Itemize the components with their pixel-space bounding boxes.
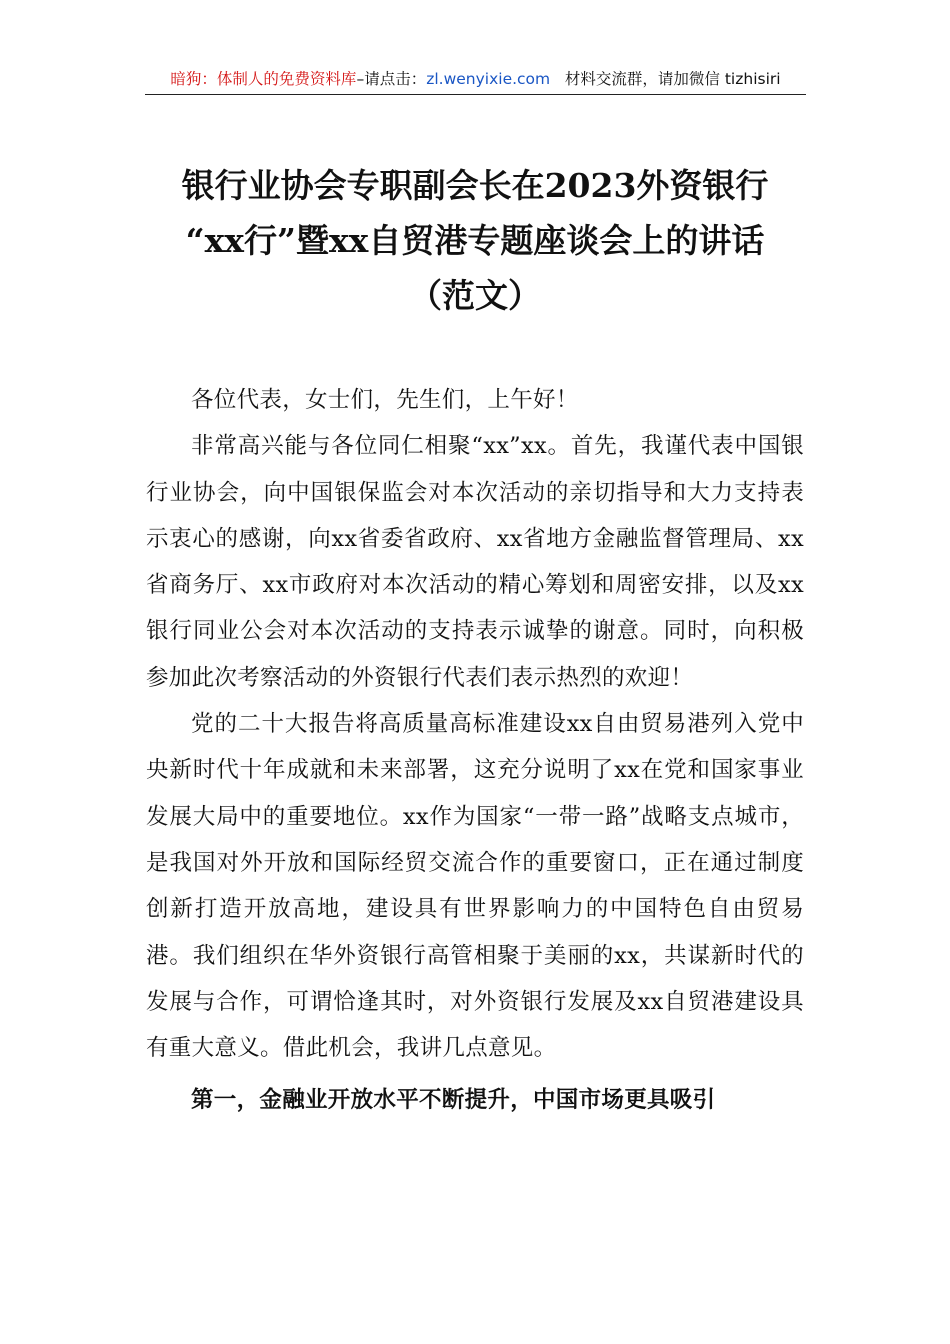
body-paragraph-2: 党的二十大报告将高质量高标准建设xx自由贸易港列入党中央新时代十年成就和未来部署，这充分说明了xx在党和国家事业发展大局中的重要地位。xx作为国家“一带一路”战略支点城市，是我国对外开放和国际经贸交流合作的重要窗口，正在通过制度创新打造开放高地，建设具有世界影响力的中国特色自由贸易港。我们组织在华外资银行高管相聚于美丽的xx，共谋新时代的发展与合作，可谓恰逢其时，对外资银行发展及xx自贸港建设具有重大意义。借此机会，我讲几点意见。 bbox=[146, 711, 804, 1062]
title-line-1: 银行业协会专职副会长在2023外资银行 bbox=[181, 166, 769, 205]
body-paragraph-1: 非常高兴能与各位同仁相聚“xx”xx。首先，我谨代表中国银行业协会，向中国银保监会对本次活动的亲切指导和大力支持表示衷心的感谢，向xx省委省政府、xx省地方金融监督管理局、xx省商务厅、xx市政府对本次活动的精心筹划和周密安排，以及xx银行同业公会对本次活动的支持表示诚挚的谢意。同时，向积极参加此次考察活动的外资银行代表们表示热烈的欢迎！ bbox=[146, 433, 804, 691]
page-header bbox=[145, 64, 806, 95]
header-url-link[interactable]: zl.wenyixie.com bbox=[426, 70, 551, 88]
title-line-3: （范文） bbox=[409, 276, 541, 315]
header-site-name: 暗狗：体制人的免费资料库 bbox=[170, 70, 357, 88]
header-contact bbox=[550, 70, 780, 88]
section-heading-1: 第一，金融业开放水平不断提升，中国市场更具吸引 bbox=[191, 1087, 716, 1114]
header-contact-text: 材料交流群，请加微信 tizhisiri bbox=[564, 70, 781, 88]
document-body bbox=[146, 377, 804, 1124]
header-click-prompt: –请点击： bbox=[356, 70, 427, 88]
greeting-paragraph: 各位代表，女士们，先生们，上午好！ bbox=[191, 387, 579, 413]
document-title bbox=[100, 158, 850, 323]
title-line-2: “xx行”暨xx自贸港专题座谈会上的讲话 bbox=[185, 221, 765, 260]
